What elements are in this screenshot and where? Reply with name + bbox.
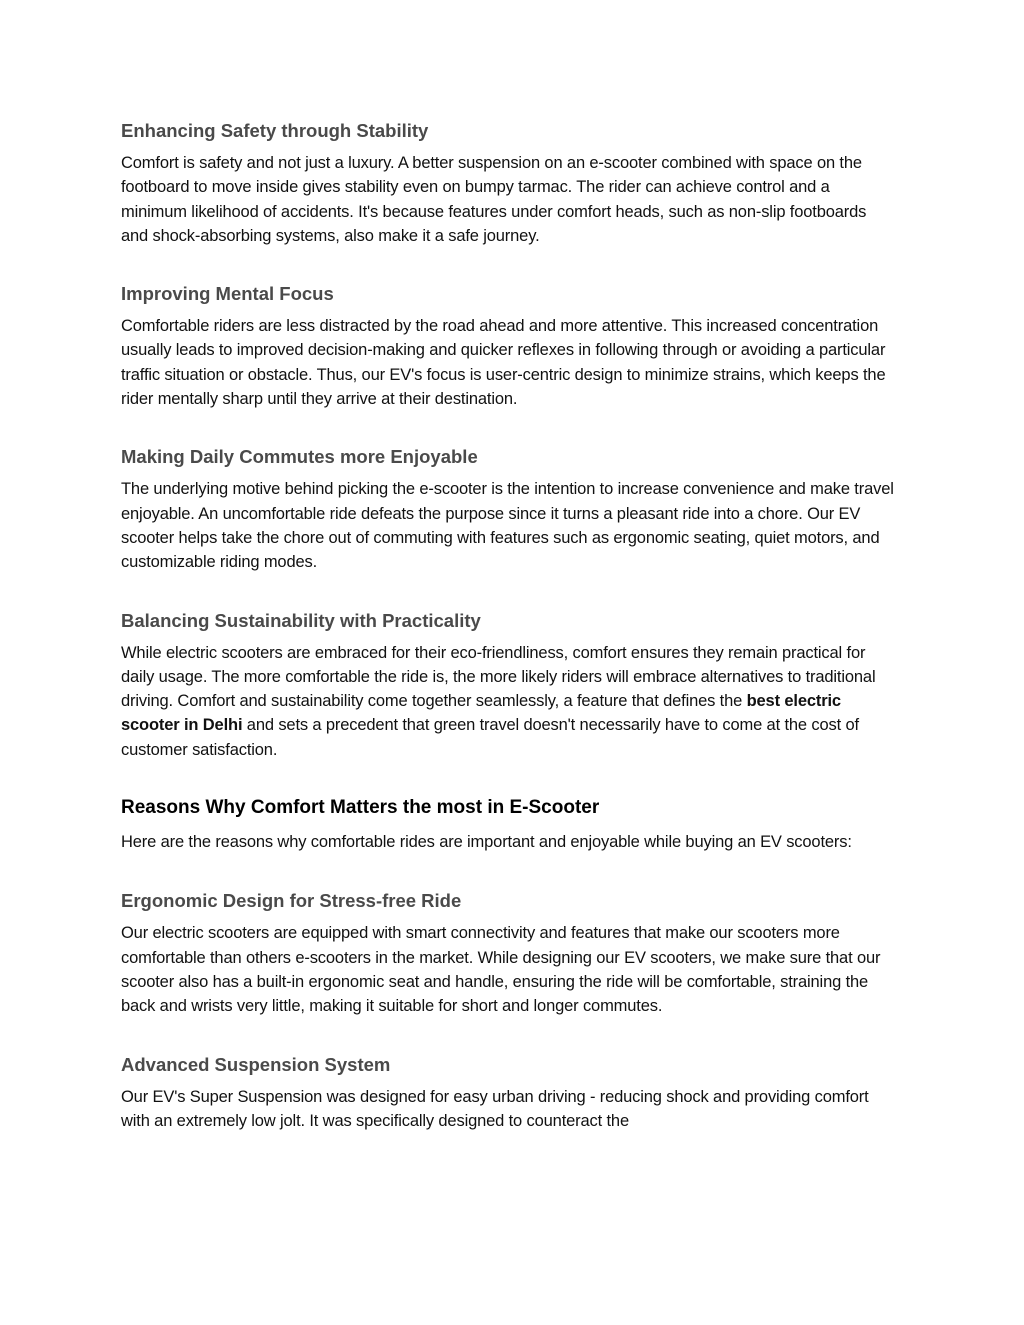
body-text-after: and sets a precedent that green travel doesn't necessarily have to come at the cost of customer satisfaction. [121, 716, 859, 759]
section-sustainability [121, 608, 896, 762]
section-ergonomic-design [121, 888, 896, 1018]
section-mental-focus [121, 281, 896, 411]
section-daily-commutes [121, 444, 896, 574]
section-body: Here are the reasons why comfortable rides are important and enjoyable while buying an EV scooters: [121, 833, 852, 852]
section-body: Our EV's Super Suspension was designed for easy urban driving - reducing shock and providing comfort with an extremely low jolt. It was specifically designed to counteract the [121, 1087, 869, 1130]
section-body: The underlying motive behind picking the e-scooter is the intention to increase convenience and make travel enjoyable. An uncomfortable ride defeats the purpose since it turns a pleasant ride into a chore. Our EV scooter helps take the chore out of commuting with features such as ergonomic seating, quiet motors, and customizable riding modes. [121, 480, 894, 572]
section-heading: Improving Mental Focus [121, 283, 334, 305]
section-safety-stability [121, 118, 896, 248]
section-body: Comfort is safety and not just a luxury. A better suspension on an e-scooter combined with space on the footboard to move inside gives stability even on bumpy tarmac. The rider can achieve control and a minimum likelihood of accidents. It's because features under comfort heads, such as non-slip footboards and shock-absorbing systems, also make it a safe journey. [121, 154, 867, 245]
section-heading: Balancing Sustainability with Practicality [121, 609, 481, 631]
section-heading: Enhancing Safety through Stability [121, 120, 429, 141]
section-heading-main: Reasons Why Comfort Matters the most in E-Scooter [121, 797, 600, 819]
section-heading: Making Daily Commutes more Enjoyable [121, 446, 478, 468]
section-body [121, 641, 896, 762]
section-heading: Advanced Suspension System [121, 1053, 391, 1075]
section-reasons [121, 795, 896, 854]
section-heading: Ergonomic Design for Stress-free Ride [121, 890, 462, 912]
section-body: Our electric scooters are equipped with smart connectivity and features that make our scooters more comfortable than others e-scooters in the market. While designing our EV scooters, we make sure that our scooter also has a built-in ergonomic seat and handle, ensuring the ride will be comfortable, straining the back and wrists very little, making it suitable for short and longer commutes. [121, 924, 881, 1016]
keyword-link-text: best electric scooter in Delhi [121, 692, 841, 735]
section-suspension [121, 1052, 896, 1134]
document-page [121, 118, 896, 1166]
body-text-before: While electric scooters are embraced for their eco-friendliness, comfort ensures they remain practical for daily usage. The more comfortable the ride is, the more likely riders will embrace alternatives to traditional driving. Comfort and sustainability come together seamlessly, a feature that defines the [121, 643, 876, 711]
section-body: Comfortable riders are less distracted by the road ahead and more attentive. This increased concentration usually leads to improved decision-making and quicker reflexes in following through or avoiding a particular traffic situation or obstacle. Thus, our EV's focus is user-centric design to minimize strains, which keeps the rider mentally sharp until they arrive at their destination. [121, 317, 886, 409]
